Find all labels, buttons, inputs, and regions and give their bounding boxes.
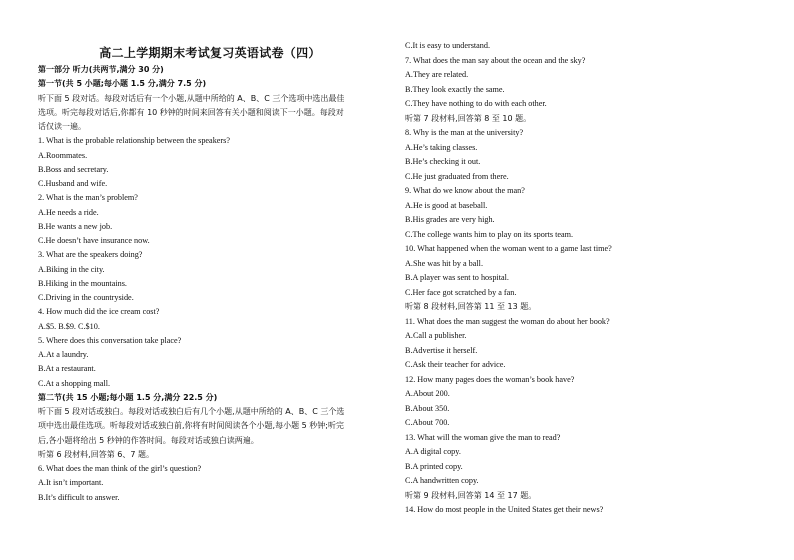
right-text-line: A.He is good at baseball. — [405, 200, 488, 210]
right-text-line: A.She was hit by a ball. — [405, 258, 483, 268]
left-text-line: B.Boss and secretary. — [38, 164, 109, 174]
left-text-line: B.Hiking in the mountains. — [38, 278, 127, 288]
exam-title: 高二上学期期末考试复习英语试卷（四） — [99, 46, 321, 60]
right-text-line: C.A handwritten copy. — [405, 476, 479, 485]
right-text-line: A.A digital copy. — [405, 447, 461, 456]
left-text-line: A.$5. B.$9. C.$10. — [38, 321, 100, 331]
left-text-line: C.At a shopping mall. — [38, 378, 111, 388]
right-text-line: 听第 7 段材料,回答第 8 至 10 题。 — [405, 113, 532, 123]
left-text-line: 听第 6 段材料,回答第 6、7 题。 — [38, 449, 154, 459]
right-text-line: C.They have nothing to do with each other. — [405, 99, 547, 108]
left-text-line: 4. How much did the ice cream cost? — [38, 307, 160, 317]
right-text-line: 8. Why is the man at the university? — [405, 128, 524, 137]
right-text-line: 11. What does the man suggest the woman do about her book? — [405, 316, 610, 326]
right-text-line: A.Call a publisher. — [405, 331, 467, 340]
left-text-line: 项中选出最佳选项。听每段对话或独白前,你将有时间阅读各个小题,每小题 5 秒钟;听完 — [38, 421, 344, 431]
left-text-line: C.Husband and wife. — [38, 179, 108, 188]
left-text-line: 选项。听完每段对话后,你都有 10 秒钟的时间来回答有关小题和阅读下一小题。每段对 — [38, 107, 344, 117]
left-text-line: A.At a laundry. — [38, 350, 89, 359]
right-text-line: C.He just graduated from there. — [405, 171, 509, 181]
right-text-line: B.He’s checking it out. — [405, 157, 481, 166]
left-text-line: A.It isn’t important. — [38, 478, 104, 488]
left-text-line: C.He doesn’t have insurance now. — [38, 236, 150, 245]
right-text-line: B.Advertise it herself. — [405, 345, 478, 355]
left-text-line: 话仅读一遍。 — [38, 122, 86, 131]
right-text-line: 听第 9 段材料,回答第 14 至 17 题。 — [405, 490, 537, 500]
left-text-line: A.He needs a ride. — [38, 207, 99, 217]
left-text-line: B.He wants a new job. — [38, 221, 113, 231]
left-text-line: A.Roommates. — [38, 150, 88, 160]
left-text-line: 第一部分 听力(共两节,满分 30 分) — [38, 65, 164, 74]
right-text-line: C.It is easy to understand. — [405, 41, 491, 50]
left-text-line: 后,各小题将给出 5 秒钟的作答时间。每段对话或独白读两遍。 — [38, 435, 259, 445]
left-text-line: A.Biking in the city. — [38, 264, 105, 274]
right-text-line: A.They are related. — [405, 70, 469, 79]
right-text-line: B.His grades are very high. — [405, 215, 495, 224]
left-text-line: 6. What does the man think of the girl’s question? — [38, 464, 202, 473]
left-text-line: B.At a restaurant. — [38, 364, 96, 374]
right-text-line: 14. How do most people in the United States get their news? — [405, 505, 604, 514]
right-text-line: 听第 8 段材料,回答第 11 至 13 题。 — [405, 302, 537, 311]
left-text-line: C.Driving in the countryside. — [38, 293, 134, 302]
right-text-line: B.About 350. — [405, 403, 450, 413]
right-text-line: C.The college wants him to play on its sports team. — [405, 229, 574, 239]
left-text-line: 第二节(共 15 小题;每小题 1.5 分,满分 22.5 分) — [38, 392, 218, 402]
left-text-line: 5. Where does this conversation take place? — [38, 335, 182, 345]
right-text-line: B.A printed copy. — [405, 461, 463, 471]
right-text-line: C.Her face got scratched by a fan. — [405, 287, 517, 297]
left-text-line: 3. What are the speakers doing? — [38, 250, 143, 260]
left-text-line: 2. What is the man’s problem? — [38, 193, 138, 203]
right-text-line: 13. What will the woman give the man to read? — [405, 432, 561, 442]
right-text-line: A.He’s taking classes. — [405, 142, 478, 152]
left-text-line: 第一节(共 5 小题;每小题 1.5 分,满分 7.5 分) — [38, 79, 207, 89]
right-text-line: B.A player was sent to hospital. — [405, 273, 509, 282]
left-text-line: 听下面 5 段对话或独白。每段对话或独白后有几个小题,从题中所给的 A、B、C 三个选 — [38, 407, 345, 416]
right-text-line: 7. What does the man say about the ocean and the sky? — [405, 55, 586, 65]
left-text-line: 听下面 5 段对话。每段对话后有一个小题,从题中所给的 A、B、C 三个选项中选出最佳 — [38, 93, 345, 103]
right-text-line: 12. How many pages does the woman’s book have? — [405, 374, 575, 384]
right-text-line: 9. What do we know about the man? — [405, 186, 525, 195]
right-text-line: A.About 200. — [405, 389, 450, 398]
left-text-line: 1. What is the probable relationship between the speakers? — [38, 136, 230, 146]
right-text-line: 10. What happened when the woman went to a game last time? — [405, 244, 612, 253]
right-text-line: C.Ask their teacher for advice. — [405, 360, 506, 369]
right-text-line: C.About 700. — [405, 418, 450, 427]
right-text-line: B.They look exactly the same. — [405, 84, 505, 94]
left-text-line: B.It’s difficult to answer. — [38, 492, 120, 502]
